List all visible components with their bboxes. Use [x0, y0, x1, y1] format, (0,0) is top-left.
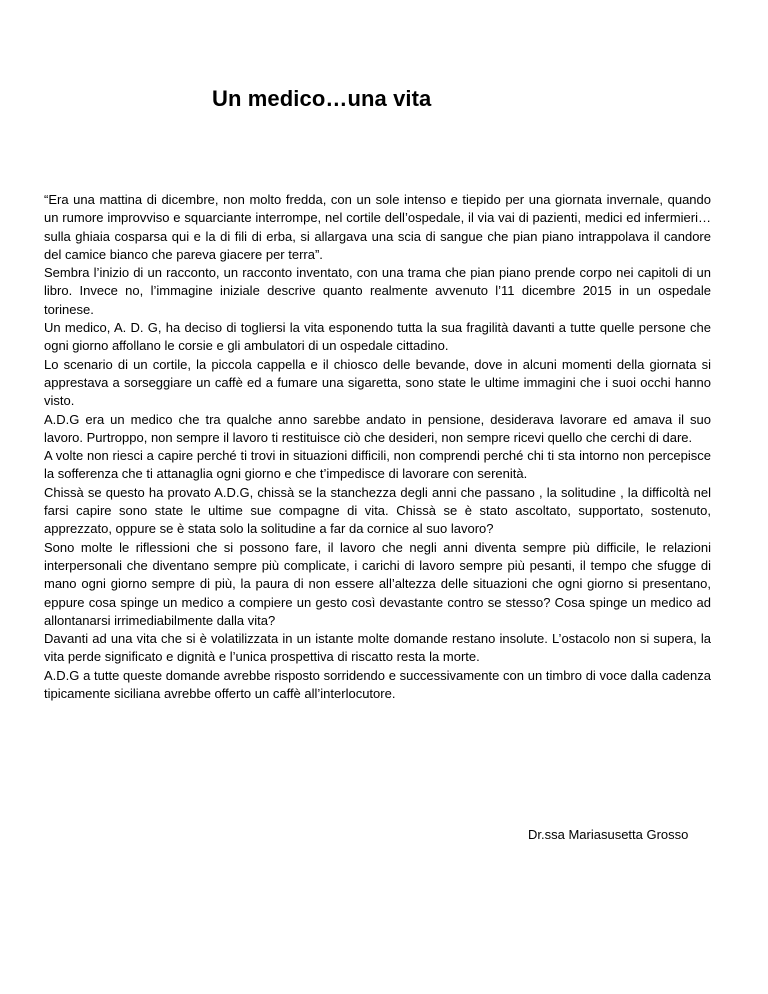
paragraph-10: A.D.G a tutte queste domande avrebbe risposto sorridendo e successivamente con un timbro di voce dalla cadenza tipicamente siciliana avrebbe offerto un caffè all’interlocutore. — [44, 667, 711, 702]
author-signature: Dr.ssa Mariasusetta Grosso — [528, 827, 689, 842]
document-body — [44, 191, 711, 703]
document-title: Un medico…una vita — [212, 86, 432, 111]
paragraph-2: Sembra l’inizio di un racconto, un racconto inventato, con una trama che pian piano prende corpo nei capitoli di un libro. Invece no, l’immagine iniziale descrive quanto realmente avvenuto l’11 dicembre 2015 in un ospedale torinese. — [44, 265, 711, 317]
paragraph-6: A volte non riesci a capire perché ti trovi in situazioni difficili, non comprendi perché chi ti sta intorno non percepisce la sofferenza che ti attanaglia ogni giorno e che t’impedisce di lavorare con serenità. — [44, 448, 711, 482]
paragraph-8: Sono molte le riflessioni che si possono fare, il lavoro che negli anni diventa sempre più difficile, le relazioni interpersonali che diventano sempre più complicate, i carichi di lavoro sempre più pesanti, il tempo che sfugge di mano ogni giorno sempre di più, la paura di non essere all’altezza delle situazioni che ogni giorno si presentano, eppure cosa spinge un medico a compiere un gesto così devastante contro se stesso? Cosa spinge un medico ad allontanarsi irrimediabilmente dalla vita? — [44, 539, 711, 628]
paragraph-4: Lo scenario di un cortile, la piccola cappella e il chiosco delle bevande, dove in alcuni momenti della giornata si apprestava a sorseggiare un caffè ed a fumare una sigaretta, sono state le ultime immagini che i suoi occhi hanno visto. — [44, 356, 711, 409]
paragraph-3: Un medico, A. D. G, ha deciso di togliersi la vita esponendo tutta la sua fragilità davanti a tutte quelle persone che ogni giorno affollano le corsie e gli ambulatori di un ospedale cittadino. — [44, 320, 711, 354]
paragraph-9: Davanti ad una vita che si è volatilizzata in un istante molte domande restano insolute. L’ostacolo non si supera, la vita perde significato e dignità e l’unica prospettiva di riscatto resta la morte. — [44, 631, 711, 665]
paragraph-7: Chissà se questo ha provato A.D.G, chissà se la stanchezza degli anni che passano , la solitudine , la difficoltà nel farsi capire sono state le ultime sue compagne di vita. Chissà se è stato ascoltato, supportato, sostenuto, apprezzato, oppure se è stata solo la solitudine a far da cornice al suo lavoro? — [44, 484, 711, 537]
paragraph-1: “Era una mattina di dicembre, non molto fredda, con un sole intenso e tiepido per una giornata invernale, quando un rumore improvviso e squarciante interrompe, nel cortile dell’ospedale, il via vai di pazienti, medici ed infermieri…sulla ghiaia cosparsa qui e la di fili di erba, si allargava una scia di sangue che pian piano intrappolava il candore del camice bianco che pareva giacere per terra”. — [44, 192, 711, 262]
paragraph-5: A.D.G era un medico che tra qualche anno sarebbe andato in pensione, desiderava lavorare ed amava il suo lavoro. Purtroppo, non sempre il lavoro ti restituisce ciò che desideri, non sempre ricevi quello che cerchi di dare. — [44, 411, 711, 445]
